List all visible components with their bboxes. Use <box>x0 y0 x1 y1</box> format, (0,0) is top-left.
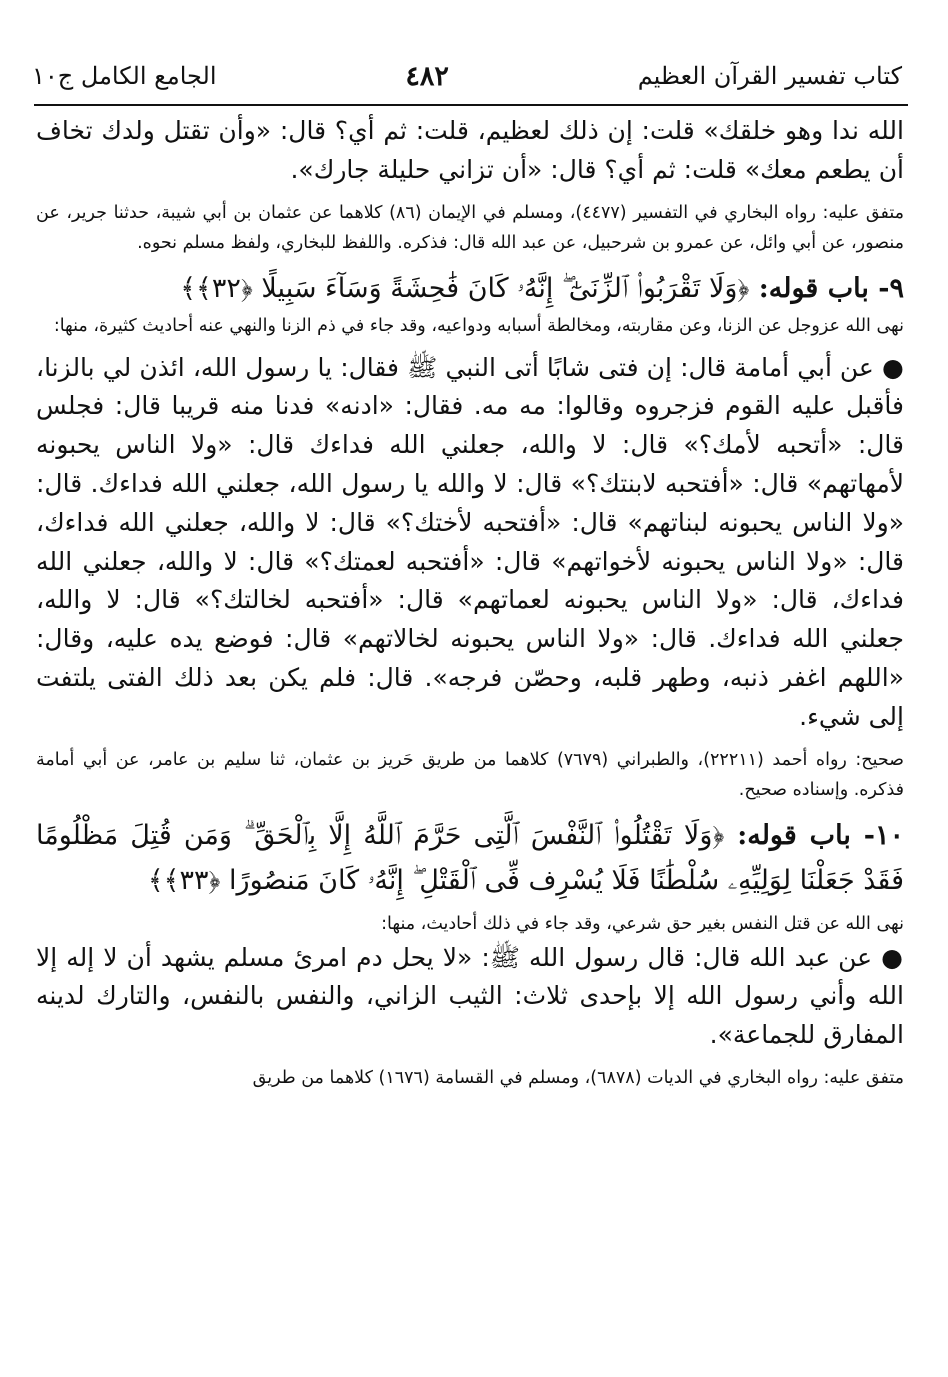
hadith-body: عن عبد الله قال: قال رسول الله ﷺ: «لا يحل دم امرئ مسلم يشهد أن لا إله إلا الله وأني رسول الله إلا بإحدى ثلاث: الثيب الزاني، والنفس بالنفس، والتارك لدينه المفارق للجماعة». <box>36 942 904 1050</box>
bullet-icon: ● <box>881 942 904 972</box>
authenticity-note: صحيح: رواه أحمد (٢٢٢١١)، والطبراني (٧٦٧٩) كلاهما من طريق حَريز بن عثمان، ثنا سليم بن عامر، عن أبي أمامة فذكره. وإسناده صحيح. <box>36 749 905 800</box>
commentary-note: نهى الله عزوجل عن الزنا، وعن مقاربته، ومخالطة أسبابه ودواعيه، وقد جاء في ذم الزنا والنهي عنه أحاديث كثيرة، منها: <box>53 315 904 336</box>
volume-title: الجامع الكامل ج١٠ <box>32 62 217 90</box>
header-rule <box>34 104 908 106</box>
commentary-note: نهى الله عن قتل النفس بغير حق شرعي، وقد جاء في ذلك أحاديث، منها: <box>381 913 904 934</box>
page-content <box>36 112 904 1093</box>
book-title: كتاب تفسير القرآن العظيم <box>637 62 902 90</box>
chapter-heading-10 <box>36 813 904 903</box>
bullet-icon: ● <box>881 352 904 382</box>
takhrij-note: متفق عليه: رواه البخاري في الديات (٦٨٧٨)، ومسلم في القسامة (١٦٧٦) كلاهما من طريق <box>252 1067 904 1088</box>
hadith-text <box>36 939 904 1055</box>
chapter-label: ٩- باب قوله: <box>758 272 904 304</box>
hadith-body: عن أبي أمامة قال: إن فتى شابًا أتى النبي ﷺ فقال: يا رسول الله، ائذن لي بالزنا، فأقبل عليه القوم فزجروه وقالوا: مه مه. فقال: «ادنه» فدنا منه قريبا قال: فجلس قال: «أتحبه لأمك؟» قال: لا والله، جعلني الله فداءك قال: «ولا الناس يحبونه لأمهاتهم» قال: «أفتحبه لابنتك؟» قال: لا والله يا رسول الله، جعلني الله فداءك. قال: «ولا الناس يحبونه لبناتهم» قال: «أفتحبه لأختك؟» قال: لا والله، جعلني الله فداءك، قال: «ولا الناس يحبونه لأخواتهم» قال: «أفتحبه لعمتك؟» قال: لا والله، جعلني الله فداءك، قال: «ولا الناس يحبونه لعماتهم» قال: «أفتحبه لخالتك؟» قال: لا والله، جعلني الله فداءك. قال: «ولا الناس يحبونه لخالاتهم» قال: فوضع يده عليه، وقال: «اللهم اغفر ذنبه، وطهر قلبه، وحصّن فرجه». قال: فلم يكن بعد ذلك الفتى يلتفت إلى شيء. <box>36 352 904 731</box>
page-header <box>32 52 902 100</box>
hadith-text <box>36 349 904 737</box>
chapter-label: ١٠- باب قوله: <box>737 819 904 851</box>
page-number: ٤٨٢ <box>405 60 449 92</box>
chapter-heading-9 <box>36 266 904 311</box>
quran-verse: ﴿وَلَا تَقْتُلُوا۟ ٱلنَّفْسَ ٱلَّتِى حَرَّمَ ٱللَّهُ إِلَّا بِٱلْحَقِّ ۗ وَمَن قُتِلَ مَظْلُومًا فَقَدْ جَعَلْنَا لِوَلِيِّهِۦ سُلْطَٰنًا فَلَا يُسْرِف فِّى ٱلْقَتْلِ ۖ إِنَّهُۥ كَانَ مَنصُورًا ﴿٣٣﴾﴾ <box>36 819 904 896</box>
hadith-text-continued: الله ندا وهو خلقك» قلت: إن ذلك لعظيم، قلت: ثم أي؟ قال: «وأن تقتل ولدك تخاف أن يطعم معك» قلت: ثم أي؟ قال: «أن تزاني حليلة جارك». <box>36 116 904 184</box>
takhrij-note: متفق عليه: رواه البخاري في التفسير (٤٤٧٧)، ومسلم في الإيمان (٨٦) كلاهما عن عثمان بن أبي شيبة، حدثنا جرير، عن منصور، عن أبي وائل، عن عمرو بن شرحبيل، عن عبد الله قال: فذكره. واللفظ للبخاري، ولفظ مسلم نحوه. <box>36 202 904 253</box>
quran-verse: ﴿وَلَا تَقْرَبُوا۟ ٱلزِّنَىٰٓ ۖ إِنَّهُۥ كَانَ فَٰحِشَةً وَسَآءَ سَبِيلًا ﴿٣٢﴾﴾ <box>180 272 750 304</box>
